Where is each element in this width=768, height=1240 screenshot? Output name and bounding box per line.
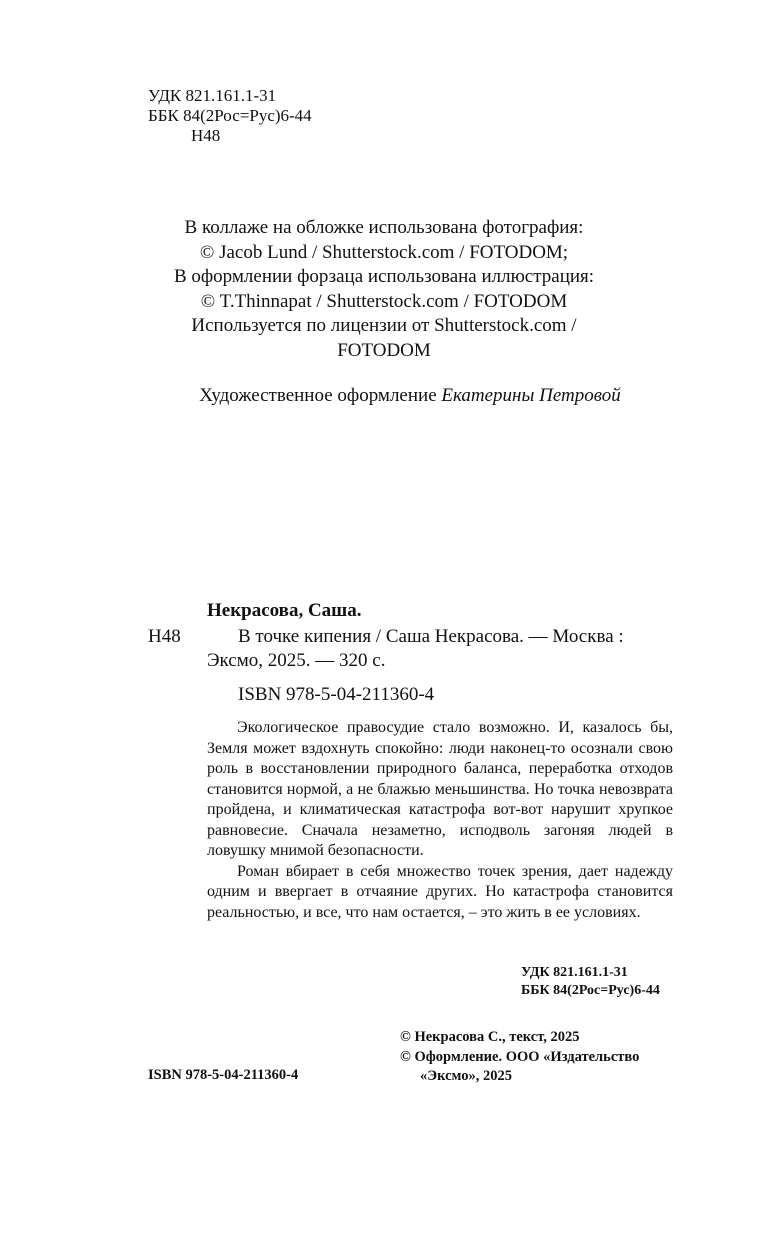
bottom-classification-codes (521, 964, 660, 1000)
bbk-code: ББК 84(2Рос=Рус)6-44 (148, 106, 312, 125)
image-credits (120, 216, 648, 363)
bibliography-publisher-line: Эксмо, 2025. — 320 с. (207, 650, 386, 671)
copyright-text: © Некрасова С., текст, 2025 (400, 1029, 580, 1045)
annotation-paragraph: Роман вбирает в себя множество точек зрения, дает надежду одним и ввергает в отчаяние других. Но катастрофа становится реальностью, и все, что нам остается, – это жить в ее условиях. (207, 862, 673, 921)
credit-line: Используется по лицензии от Shutterstock.com / (191, 315, 577, 336)
copyright-design: © Оформление. ООО «Издательство (400, 1048, 640, 1065)
copyright-design-continued: «Эксмо», 2025 (420, 1068, 512, 1084)
bibliography-isbn: ISBN 978-5-04-211360-4 (238, 684, 435, 705)
art-designer-name: Екатерины Петровой (441, 385, 621, 406)
top-classification-codes (148, 86, 312, 146)
annotation-paragraph: Экологическое правосудие стало возможно. И, казалось бы, Земля может вздохнуть спокойно: люди наконец-то осознали свою роль в восстановлении природного баланса, переработка отходов становится нормой, а не блажью меньшинства. Но точка невозврата пройдена, и климатическая катастрофа вот-вот нарушит хрупкое равновесие. Сначала незаметно, исподволь загоняя людей в ловушку мнимой безопасности. (207, 719, 673, 859)
credit-line: В оформлении форзаца использована иллюстрация: (173, 266, 595, 287)
art-design-credit (100, 385, 720, 407)
bbk-code-bottom: ББК 84(2Рос=Рус)6-44 (521, 983, 660, 998)
credit-line: В коллаже на обложке использована фотография: (184, 217, 584, 238)
isbn-bottom: ISBN 978-5-04-211360-4 (148, 1067, 299, 1083)
art-design-label: Художественное оформление (199, 385, 442, 406)
credit-line: © T.Thinnapat / Shutterstock.com / FOTODOM (200, 290, 568, 312)
book-author: Некрасова, Саша. (207, 600, 362, 621)
bibliography-title-line: В точке кипения / Саша Некрасова. — Москва : (238, 626, 624, 647)
copyright-block (400, 1028, 639, 1087)
credit-line: FOTODOM (337, 339, 431, 361)
bibliography-sign: Н48 (148, 626, 181, 647)
udk-code-bottom: УДК 821.161.1-31 (521, 965, 628, 980)
credit-line: © Jacob Lund / Shutterstock.com / FOTODOM; (199, 241, 569, 263)
book-annotation (207, 718, 673, 923)
author-sign: Н48 (191, 126, 221, 145)
udk-code: УДК 821.161.1-31 (148, 86, 277, 105)
